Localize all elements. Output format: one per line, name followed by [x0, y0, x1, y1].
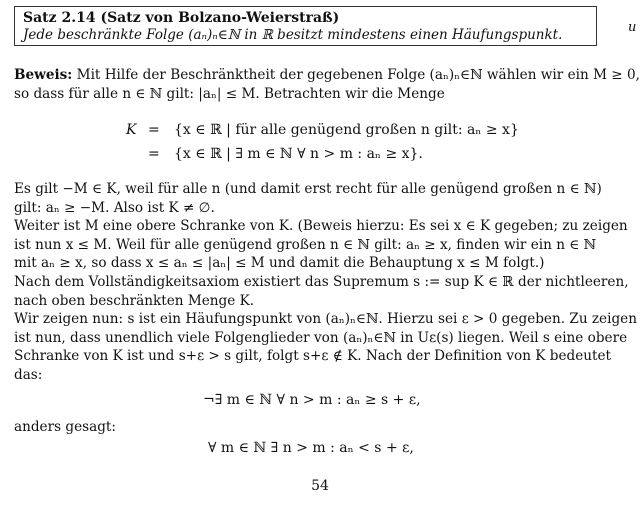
anders-gesagt-text: anders gesagt: — [14, 419, 116, 435]
set-relation-1: = — [148, 122, 160, 138]
proof-intro — [14, 66, 640, 103]
proof-line: ist nun x ≤ M. Weil für alle genügend großen n ∈ ℕ gilt: aₙ ≥ x, finden wir ein n ∈ ℕ — [14, 236, 597, 253]
theorem-box — [14, 6, 597, 46]
proof-line: das: — [14, 366, 43, 383]
theorem-statement: Jede beschränkte Folge (aₙ)ₙ∈ℕ in ℝ besitzt mindestens einen Häufungspunkt. — [23, 27, 563, 43]
proof-intro-line-1: Beweis: Mit Hilfe der Beschränktheit der gegebenen Folge (aₙ)ₙ∈ℕ wählen wir ein M ≥ 0, — [14, 67, 640, 83]
proof-line: Nach dem Vollständigkeitsaxiom existiert das Supremum s := sup K ∈ ℝ der nichtleeren, — [14, 273, 629, 290]
page-number: 54 — [311, 478, 329, 494]
proof-line: Wir zeigen nun: s ist ein Häufungspunkt von (aₙ)ₙ∈ℕ. Hierzu sei ε > 0 gegeben. Zu zeigen — [14, 311, 637, 328]
proof-line: Schranke von K ist und s+ε > s gilt, folgt s+ε ∉ K. Nach der Definition von K bedeutet — [14, 348, 611, 365]
theorem-title: Satz 2.14 (Satz von Bolzano-Weierstraß) — [23, 10, 340, 26]
proof-line: gilt: aₙ ≥ −M. Also ist K ≠ ∅. — [14, 199, 215, 216]
margin-note: u — [628, 20, 637, 35]
proof-line: nach oben beschränkten Menge K. — [14, 292, 255, 309]
set-relation-2: = — [148, 146, 160, 162]
display-equation-2: ∀ m ∈ ℕ ∃ n > m : aₙ < s + ε, — [208, 440, 414, 456]
set-definition-line-2: {x ∈ ℝ | ∃ m ∈ ℕ ∀ n > m : aₙ ≥ x}. — [174, 146, 423, 162]
set-lhs: K — [126, 122, 137, 138]
proof-line: mit aₙ ≥ x, so dass x ≤ aₙ ≤ |aₙ| ≤ M und damit die Behauptung x ≤ M folgt.) — [14, 255, 545, 272]
proof-label: Beweis: — [14, 67, 73, 83]
proof-line: ist nun, dass unendlich viele Folgenglieder von (aₙ)ₙ∈ℕ in Uε(s) liegen. Weil s eine obere — [14, 329, 628, 346]
proof-intro-line-2: so dass für alle n ∈ ℕ gilt: |aₙ| ≤ M. Betrachten wir die Menge — [14, 85, 445, 102]
proof-line: Weiter ist M eine obere Schranke von K. (Beweis hierzu: Es sei x ∈ K gegeben; zu zeigen — [14, 218, 628, 235]
proof-body — [14, 180, 637, 385]
display-equation-1: ¬∃ m ∈ ℕ ∀ n > m : aₙ ≥ s + ε, — [203, 392, 421, 408]
set-definition-line-1: {x ∈ ℝ | für alle genügend großen n gilt: aₙ ≥ x} — [174, 122, 519, 138]
proof-line: Es gilt −M ∈ K, weil für alle n (und damit erst recht für alle genügend großen n ∈ ℕ) — [14, 181, 602, 197]
